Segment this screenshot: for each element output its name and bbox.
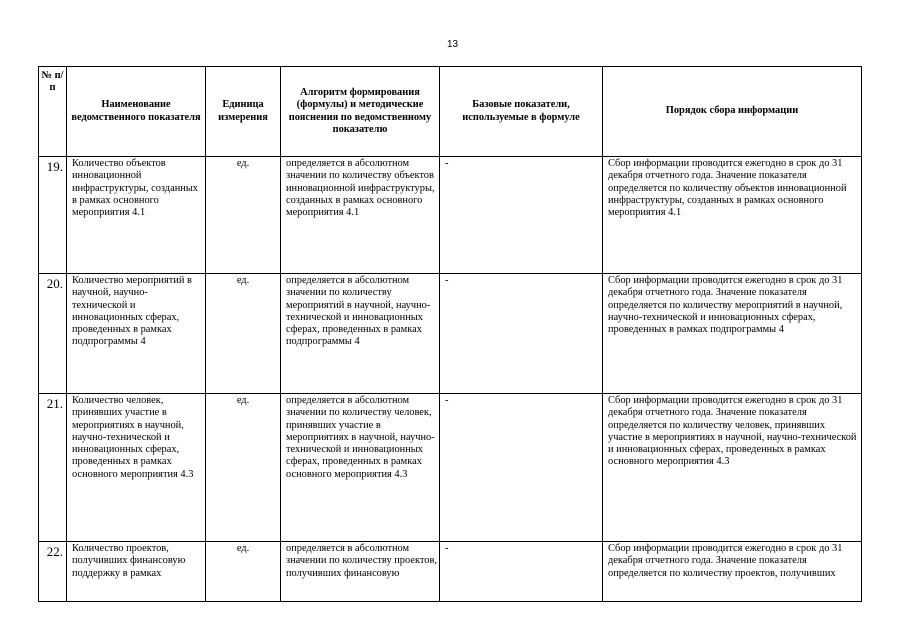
algorithm-cell: определяется в абсолютном значении по количеству проектов, получивших финансовую	[281, 542, 440, 602]
header-unit: Единица измерения	[206, 67, 281, 157]
page-number: 13	[446, 39, 459, 50]
unit-cell: ед.	[206, 274, 281, 394]
base-indicators-cell: -	[440, 542, 603, 602]
header-order: Порядок сбора информации	[603, 67, 862, 157]
indicators-table	[38, 66, 862, 602]
table-row	[39, 542, 862, 602]
header-num: № п/п	[39, 67, 67, 157]
header-name: Наименование ведомственного показателя	[67, 67, 206, 157]
base-indicators-cell: -	[440, 157, 603, 274]
indicator-name: Количество проектов, получивших финансовую поддержку в рамках	[67, 542, 206, 602]
algorithm-cell: определяется в абсолютном значении по количеству объектов инновационной инфраструктуры, созданных в рамках основного мероприятия 4.1	[281, 157, 440, 274]
unit-cell: ед.	[206, 157, 281, 274]
header-base: Базовые показатели, используемые в формуле	[440, 67, 603, 157]
collection-order-cell: Сбор информации проводится ежегодно в срок до 31 декабря отчетного года. Значение показателя определяется по количеству человек, принявших участие в мероприятиях в научной, научно-технической и инновационных сферах, проведенных в рамках основного мероприятия 4.3	[603, 394, 862, 542]
collection-order-cell: Сбор информации проводится ежегодно в срок до 31 декабря отчетного года. Значение показателя определяется по количеству мероприятий в научной, научно-технической и инновационных сферах, проведенных в рамках подпрограммы 4	[603, 274, 862, 394]
unit-cell: ед.	[206, 394, 281, 542]
algorithm-cell: определяется в абсолютном значении по количеству мероприятий в научной, научно-технической и инновационных сферах, проведенных в рамках подпрограммы 4	[281, 274, 440, 394]
header-algorithm: Алгоритм формирования (формулы) и методические пояснения по ведомственному показателю	[281, 67, 440, 157]
table-row	[39, 157, 862, 274]
row-number: 20.	[39, 274, 67, 394]
row-number: 19.	[39, 157, 67, 274]
table-row	[39, 394, 862, 542]
unit-cell: ед.	[206, 542, 281, 602]
row-number: 22.	[39, 542, 67, 602]
row-number: 21.	[39, 394, 67, 542]
collection-order-cell: Сбор информации проводится ежегодно в срок до 31 декабря отчетного года. Значение показателя определяется по количеству проектов, получивших	[603, 542, 862, 602]
base-indicators-cell: -	[440, 274, 603, 394]
collection-order-cell: Сбор информации проводится ежегодно в срок до 31 декабря отчетного года. Значение показателя определяется по количеству объектов инновационной инфраструктуры, созданных в рамках основного мероприятия 4.1	[603, 157, 862, 274]
base-indicators-cell: -	[440, 394, 603, 542]
indicator-name: Количество человек, принявших участие в мероприятиях в научной, научно-технической и инновационных сферах, проведенных в рамках основного мероприятия 4.3	[67, 394, 206, 542]
indicator-name: Количество объектов инновационной инфраструктуры, созданных в рамках основного мероприятия 4.1	[67, 157, 206, 274]
algorithm-cell: определяется в абсолютном значении по количеству человек, принявших участие в мероприятиях в научной, научно-технической и инновационных сферах, проведенных в рамках основного мероприятия 4.3	[281, 394, 440, 542]
indicator-name: Количество мероприятий в научной, научно-технической и инновационных сферах, проведенных в рамках подпрограммы 4	[67, 274, 206, 394]
table-row	[39, 274, 862, 394]
table-header-row	[39, 67, 862, 157]
